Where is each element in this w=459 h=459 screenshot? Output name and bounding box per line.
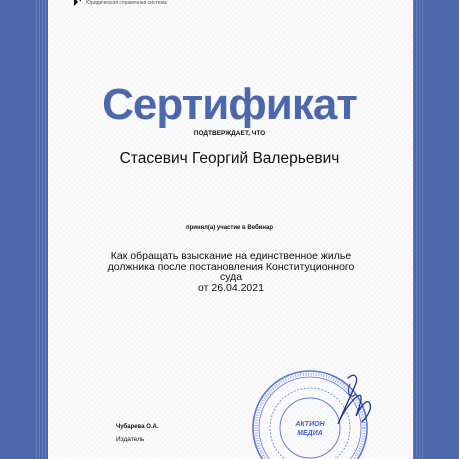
signatory-name: Чубарева О.А. xyxy=(116,424,159,430)
topic-line-2: должника после постановления Конституционного суда xyxy=(107,260,355,283)
topic-line-1: Как обращать взыскание на единственное жилье xyxy=(110,250,352,262)
webinar-topic xyxy=(96,251,366,293)
logo-caption: Юридическая справочная система xyxy=(86,0,167,6)
topic-line-3: от 26.04.2021 xyxy=(198,281,264,294)
participation-label: принял(а) участие в Вебинар xyxy=(185,225,273,231)
signatory-role: Издатель xyxy=(116,436,145,443)
confirms-label: ПОДТВЕРЖДАЕТ, ЧТО xyxy=(193,130,266,137)
certificate-title: Сертификат xyxy=(102,80,357,129)
stamp-text-line-2: МЕДИА xyxy=(297,430,323,437)
stamp-text-line-1: АКТИОН xyxy=(295,421,325,428)
recipient-name: Стасевич Георгий Валерьевич xyxy=(119,150,340,167)
handwritten-signature xyxy=(330,370,376,430)
company-logo-icon xyxy=(73,0,84,7)
